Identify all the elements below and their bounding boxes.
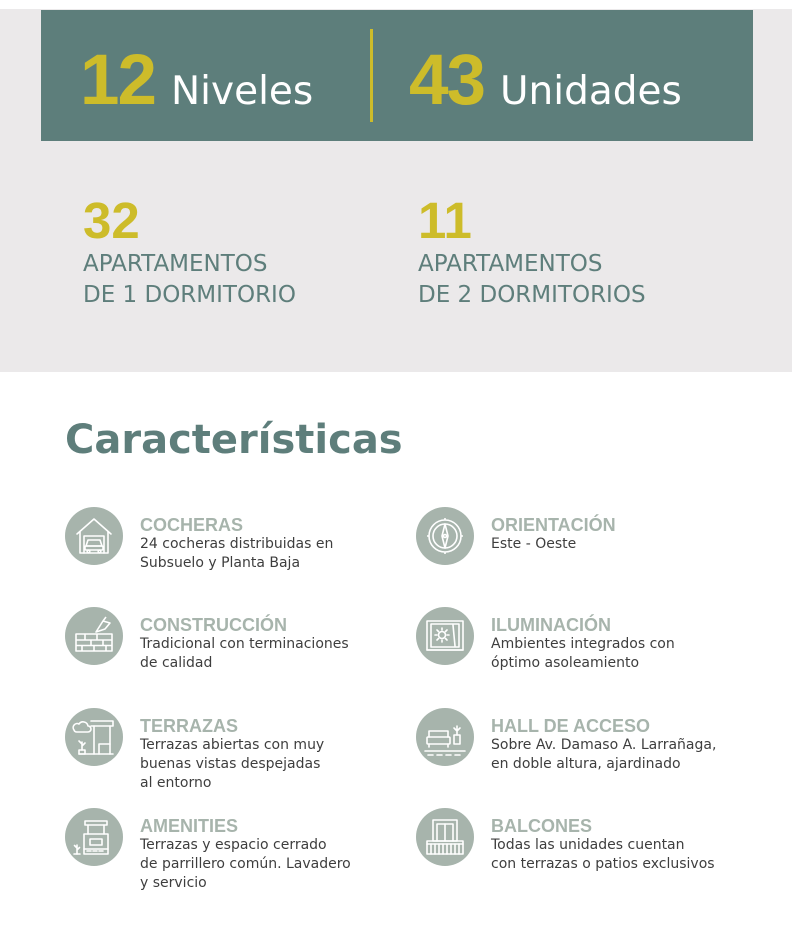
brick-wall-icon [65, 607, 123, 665]
banner-divider [370, 29, 373, 122]
feature-title: TERRAZAS [140, 716, 238, 736]
units-label: Unidades [499, 69, 682, 114]
one-bedroom-stat [83, 193, 296, 311]
feature-description: 24 cocheras distribuidas en Subsuelo y Planta Baja [140, 536, 334, 571]
feature-title: HALL DE ACCESO [491, 716, 651, 736]
feature-title: AMENITIES [140, 816, 239, 836]
feature-description: Todas las unidades cuentan con terrazas o patios exclusivos [491, 837, 715, 872]
window-sun-icon [416, 607, 474, 665]
characteristics-title: Características [65, 417, 403, 463]
two-bedroom-line2: DE 2 DORMITORIOS [418, 282, 646, 308]
grill-icon [65, 808, 123, 866]
units-number: 43 [409, 41, 484, 120]
feature-title: CONSTRUCCIÓN [140, 615, 287, 635]
units-stat [409, 40, 682, 121]
feature-description: Este - Oeste [491, 536, 577, 552]
two-bedroom-number: 11 [418, 192, 472, 249]
feature-description: Sobre Av. Damaso A. Larrañaga, en doble altura, ajardinado [491, 737, 717, 772]
terrace-icon [65, 708, 123, 766]
one-bedroom-line1: APARTAMENTOS [83, 251, 268, 277]
levels-label: Niveles [170, 69, 314, 114]
lobby-sofa-icon [416, 708, 474, 766]
levels-number: 12 [80, 41, 155, 120]
levels-stat [80, 40, 313, 121]
feature-title: BALCONES [491, 816, 593, 836]
one-bedroom-number: 32 [83, 192, 140, 249]
summary-section [0, 0, 792, 372]
garage-icon [65, 507, 123, 565]
two-bedroom-stat [418, 193, 646, 311]
feature-description: Terrazas abiertas con muy buenas vistas despejadas al entorno [140, 737, 325, 791]
two-bedroom-line1: APARTAMENTOS [418, 251, 603, 277]
feature-title: ORIENTACIÓN [491, 515, 616, 535]
one-bedroom-line2: DE 1 DORMITORIO [83, 282, 296, 308]
feature-title: ILUMINACIÓN [491, 615, 611, 635]
feature-title: COCHERAS [140, 515, 244, 535]
balcony-icon [416, 808, 474, 866]
stats-banner [41, 10, 753, 141]
top-white-strip [0, 0, 792, 9]
feature-description: Tradicional con terminaciones de calidad [140, 636, 349, 671]
feature-description: Ambientes integrados con óptimo asoleamiento [491, 636, 675, 671]
feature-description: Terrazas y espacio cerrado de parrillero común. Lavadero y servicio [140, 837, 351, 891]
compass-icon [416, 507, 474, 565]
